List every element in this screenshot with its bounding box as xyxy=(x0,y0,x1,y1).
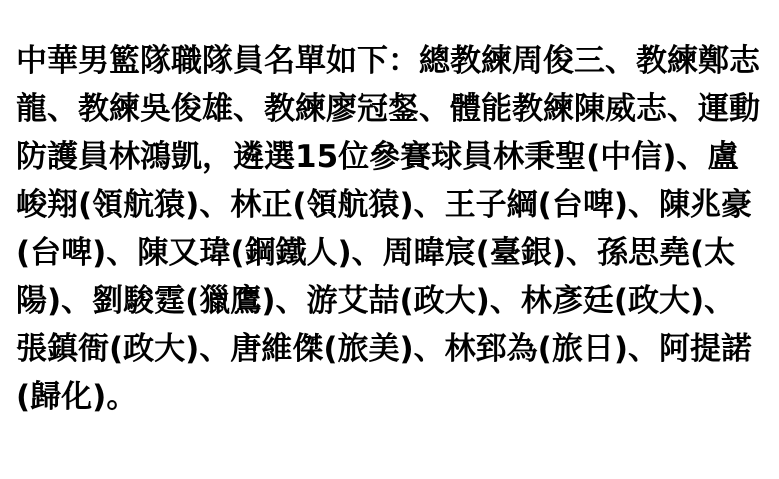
roster-announcement-paragraph: 中華男籃隊職隊員名單如下：總教練周俊三、教練鄭志龍、教練吳俊雄、教練廖冠錖、體能教練陳威志、運動防護員林鴻凱，遴選15位參賽球員林秉聖(中信)、盧峻翔(領航猿)、林正(領航猿)、王子綱(台啤)、陳兆豪(台啤)、陳又瑋(鋼鐵人)、周暐宸(臺銀)、孫思堯(太陽)、劉駿霆(獵鷹)、游艾喆(政大)、林彥廷(政大)、張鎮衙(政大)、唐維傑(旅美)、林郅為(旅日)、阿提諾(歸化)。 xyxy=(16,43,760,415)
